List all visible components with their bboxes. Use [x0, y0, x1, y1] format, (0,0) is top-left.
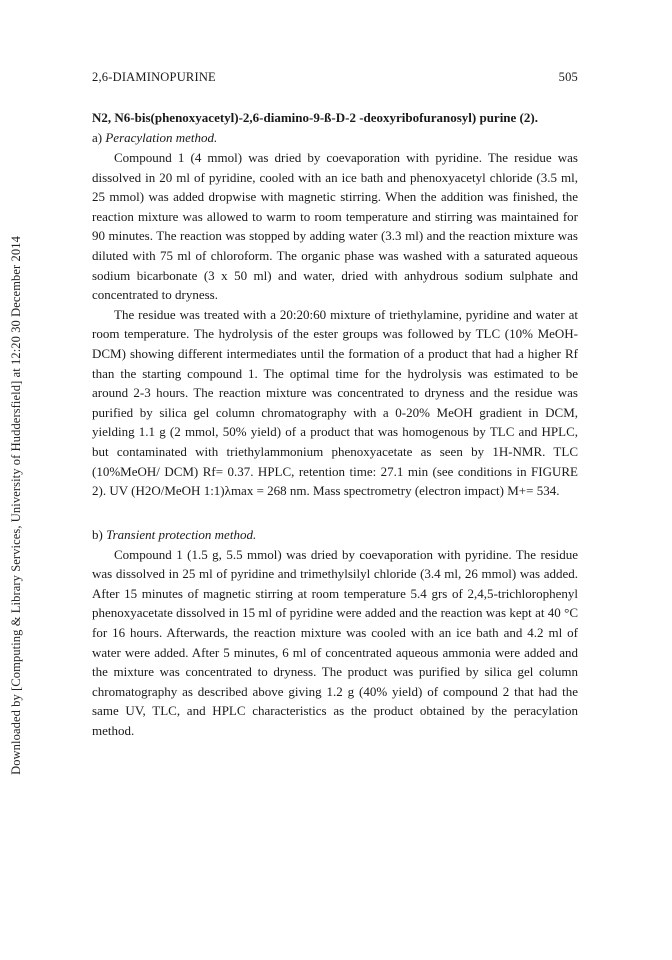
- section-gap: [92, 501, 578, 525]
- section-a-heading: [92, 128, 578, 148]
- section-b-heading: [92, 525, 578, 545]
- page-number: 505: [558, 70, 578, 84]
- section-b-title: Transient protection method.: [106, 526, 257, 542]
- section-b-label: b): [92, 526, 103, 542]
- page-content: [92, 70, 578, 741]
- section-a-label: a): [92, 130, 103, 145]
- section-a-title: Peracylation method.: [105, 130, 218, 145]
- section-a-paragraph-1: Compound 1 (4 mmol) was dried by coevaporation with pyridine. The residue was dissolved in 20 ml of pyridine, cooled with an ice bath and phenoxyacetyl chloride (3.5 ml, 25 mmol) was added dropwise with magnetic stirring. When the addition was finished, the reaction mixture was allowed to warm to room temperature and stirring was maintained for 90 minutes. The reaction was stopped by adding water (3.3 ml) and the reaction mixture was diluted with 75 ml of chloroform. The organic phase was washed with a saturated aqueous sodium bicarbonate (3 x 50 ml) and water, dried with anhydrous sodium sulphate and concentrated to dryness.: [92, 150, 578, 303]
- download-watermark: [3, 180, 29, 830]
- section-b-paragraph-1: Compound 1 (1.5 g, 5.5 mmol) was dried by coevaporation with pyridine. The residue was dissolved in 25 ml of pyridine and trimethylsilyl chloride (3.4 ml, 26 mmol) was added. After 15 minutes of magnetic stirring at room temperature 5.4 grs of 2,4,5-trichlorophenyl phenoxyacetate dissolved in 15 ml of pyridine were added and the reaction was kept at 40 °C for 16 hours. Afterwards, the reaction mixture was cooled with an ice bath and 4.2 ml of water were added. After 5 minutes, 6 ml of concentrated aqueous ammonia were added and the mixture was concentrated to dryness. The product was purified by silica gel column chromatography as described above giving 1.2 g (40% yield) of compound 2 that had the same UV, TLC, and HPLC characteristics as the product obtained by the peracylation method.: [92, 546, 578, 739]
- section-a-paragraph-2: The residue was treated with a 20:20:60 mixture of triethylamine, pyridine and water at room temperature. The hydrolysis of the ester groups was followed by TLC (10% MeOH-DCM) showing different intermediates until the formation of a product that had a higher Rf than the starting compound 1. The optimal time for the hydrolysis was estimated to be around 2-3 hours. The reaction mixture was concentrated to dryness and the residue was purified by silica gel column chromatography with a 0-20% MeOH gradient in DCM, yielding 1.1 g (2 mmol, 50% yield) of a product that was homogenous by TLC and HPLC, but contaminated with triethylammonium phenoxyacetate as seen by 1H-NMR. TLC (10%MeOH/ DCM) Rf= 0.37. HPLC, retention time: 27.1 min (see conditions in FIGURE 2). UV (H2O/MeOH 1:1)λmax = 268 nm. Mass spectrometry (electron impact) M+= 534.: [92, 306, 578, 499]
- running-head: [92, 70, 578, 92]
- download-watermark-text: Downloaded by [Computing & Library Services, University of Huddersfield] at 12:20 30 December 2014: [8, 235, 23, 775]
- compound-heading: N2, N6-bis(phenoxyacetyl)-2,6-diamino-9-ß-D-2 -deoxyribofuranosyl) purine (2).: [92, 110, 538, 125]
- running-head-title: 2,6-DIAMINOPURINE: [92, 70, 216, 84]
